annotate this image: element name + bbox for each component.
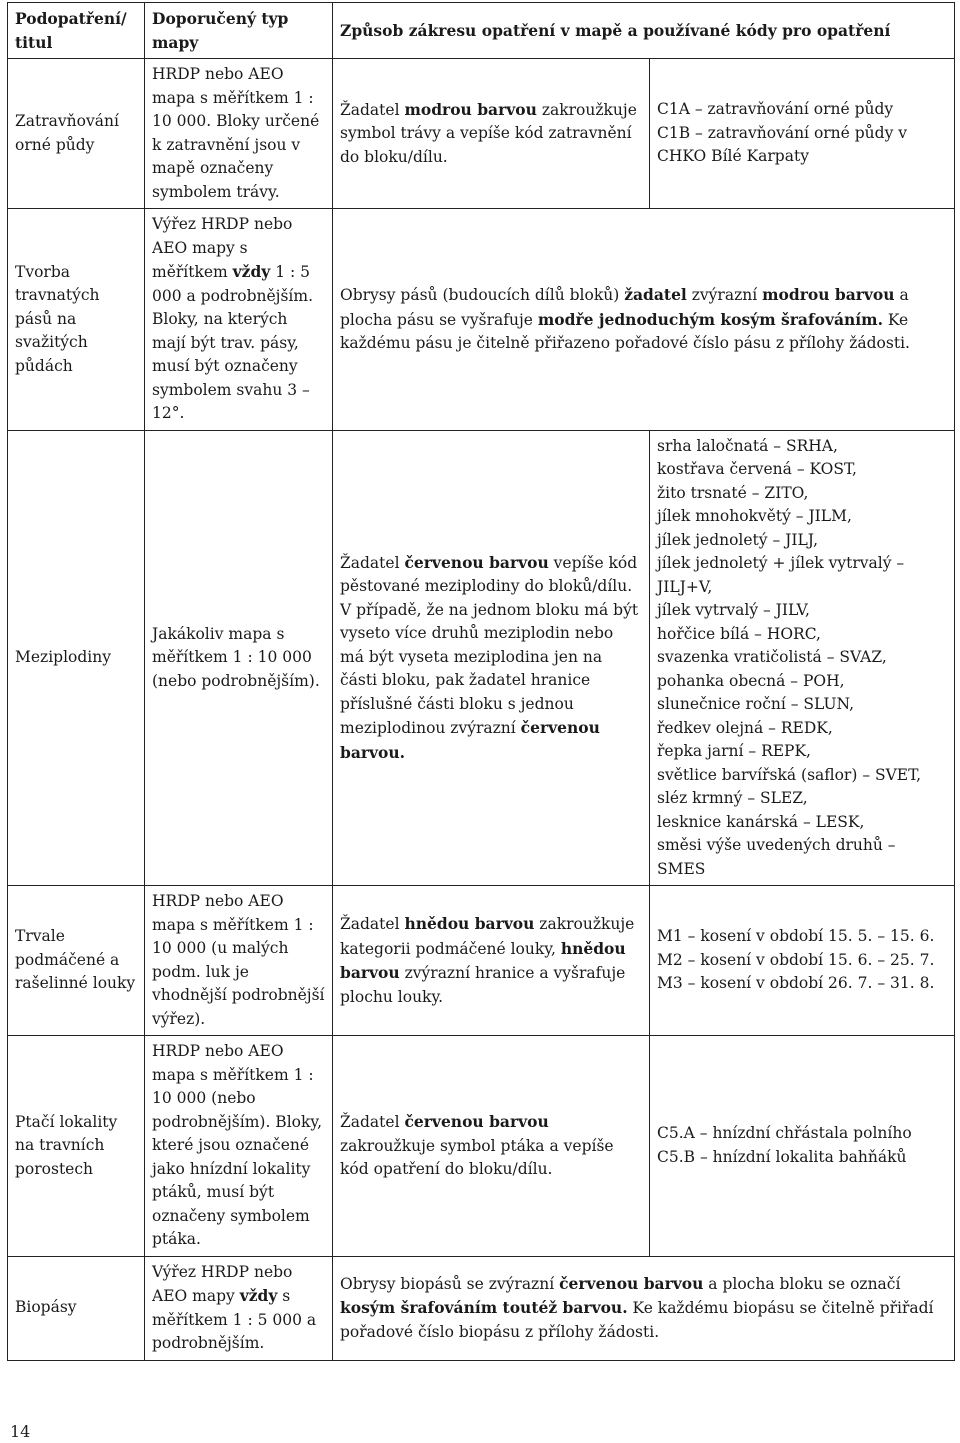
emphasis-text: červenou barvou. — [340, 718, 600, 762]
row-title: Tvorba travnatých pásů na svažitých půdách — [8, 209, 145, 431]
text-run: Výřez HRDP nebo AEO mapy s měřítkem — [152, 215, 293, 281]
text-run: s měřítkem 1 : 5 000 a podrobnějším. — [152, 1287, 317, 1352]
emphasis-text: červenou barvou — [404, 1112, 549, 1131]
row-description — [333, 1036, 650, 1257]
header-row — [8, 3, 955, 59]
row-codes: M1 – kosení v období 15. 5. – 15. 6. M2 – kosení v období 15. 6. – 25. 7. M3 – kosení v období 26. 7. – 31. 8. — [650, 886, 955, 1036]
text-run: Ke každému pásu je čitelně přiřazeno pořadové číslo pásu z přílohy žádosti. — [340, 310, 910, 352]
row-title: Trvale podmáčené a rašelinné louky — [8, 886, 145, 1036]
text-run: zvýrazní hranice a vyšrafuje plochu louky. — [340, 964, 626, 1006]
row-title: Meziplodiny — [8, 430, 145, 886]
text-run: zakroužkuje symbol trávy a vepíše kód zatravnění do bloku/dílu. — [340, 100, 637, 166]
emphasis-text: žadatel — [624, 285, 687, 304]
row-description — [333, 209, 955, 431]
row-codes: C1A – zatravňování orné půdy C1B – zatravňování orné půdy v CHKO Bílé Karpaty — [650, 59, 955, 209]
row-description — [333, 1256, 955, 1360]
text-run: a plocha pásu se vyšrafuje — [340, 286, 909, 329]
text-run: zvýrazní — [686, 286, 763, 304]
row-map-type: Jakákoliv mapa s měřítkem 1 : 10 000 (nebo podrobnějším). — [145, 430, 333, 886]
row-map-type — [145, 209, 333, 431]
text-run: Žadatel — [340, 915, 405, 933]
text-run: Žadatel — [340, 100, 405, 119]
text-run: vepíše kód pěstované meziplodiny do bloků/dílu. V případě, že na jednom bloku má být vyseto více druhů meziplodin nebo má být vyseta meziplodina jen na části bloku, pak žadatel hranice příslušné části bloku s jednou meziplodinou zvýrazní — [340, 553, 639, 737]
emphasis-text: vždy — [232, 262, 271, 281]
text-run: Obrysy pásů (budoucích dílů bloků) — [340, 286, 625, 304]
emphasis-text: vždy — [239, 1286, 278, 1305]
row-title: Biopásy — [8, 1256, 145, 1360]
text-run: 1 : 5 000 a podrobnějším. Bloky, na kterých mají být trav. pásy, musí být označeny symbolem svahu 3 – 12°. — [152, 263, 314, 422]
emphasis-text: hnědou barvou — [404, 914, 535, 933]
text-run: Ke každému biopásu se čitelně přiřadí pořadové číslo biopásu z přílohy žádosti. — [340, 1299, 934, 1341]
text-run: Žadatel — [340, 1113, 405, 1131]
text-run: zakroužkuje symbol ptáka a vepíše kód opatření do bloku/dílu. — [340, 1136, 614, 1178]
row-map-type — [145, 1256, 333, 1360]
header-col-title: Podopatření/ titul — [8, 3, 145, 59]
row-description — [333, 59, 650, 209]
row-codes: srha laločnatá – SRHA, kostřava červená – KOST, žito trsnaté – ZITO, jílek mnohokvětý – JILM, jílek jednoletý – JILJ, jílek jednoletý + jílek vytrvalý – JILJ+V, jílek vytrvalý – JILV, hořčice bílá – HORC, svazenka vratičolistá – SVAZ, pohanka obecná – POH, slunečnice roční – SLUN, ředkev olejná – REDK, řepka jarní – REPK, světlice barvířská (saflor) – SVET, sléz krmný – SLEZ, lesknice kanárská – LESK, směsi výše uvedených druhů – SMES — [650, 430, 955, 886]
page-number: 14 — [10, 1422, 31, 1441]
table-row — [8, 1256, 955, 1360]
row-map-type: HRDP nebo AEO mapa s měřítkem 1 : 10 000 (u malých podm. luk je vhodnější podrobnější výřez). — [145, 886, 333, 1036]
emphasis-text: modře jednoduchým kosým šrafováním. — [537, 309, 883, 329]
row-title: Zatravňování orné půdy — [8, 59, 145, 209]
measures-table — [7, 2, 955, 1361]
row-codes: C5.A – hnízdní chřástala polního C5.B – hnízdní lokalita bahňáků — [650, 1036, 955, 1257]
table-row — [8, 430, 955, 886]
row-description — [333, 430, 650, 886]
text-run: Výřez HRDP nebo AEO mapy — [152, 1262, 293, 1305]
row-map-type: HRDP nebo AEO mapa s měřítkem 1 : 10 000. Bloky určené k zatravnění jsou v mapě označeny symbolem trávy. — [145, 59, 333, 209]
header-col-method: Způsob zákresu opatření v mapě a používané kódy pro opatření — [333, 3, 955, 59]
row-description — [333, 886, 650, 1036]
header-col-map: Doporučený typ mapy — [145, 3, 333, 59]
emphasis-text: červenou barvou — [404, 552, 549, 572]
table-row — [8, 886, 955, 1036]
table-row — [8, 59, 955, 209]
emphasis-text: červenou barvou — [559, 1273, 704, 1293]
emphasis-text: kosým šrafováním toutéž barvou. — [340, 1298, 628, 1318]
text-run: zakroužkuje kategorii podmáčené louky, — [340, 915, 635, 958]
row-title: Ptačí lokality na travních porostech — [8, 1036, 145, 1257]
emphasis-text: modrou barvou — [762, 285, 895, 304]
text-run: a plocha bloku se označí — [703, 1274, 901, 1293]
emphasis-text: modrou barvou — [404, 99, 537, 119]
text-run: Obrysy biopásů se zvýrazní — [340, 1274, 560, 1293]
emphasis-text: hnědou barvou — [340, 938, 626, 982]
table-row — [8, 1036, 955, 1257]
table-row — [8, 209, 955, 431]
text-run: Žadatel — [340, 553, 405, 572]
row-map-type: HRDP nebo AEO mapa s měřítkem 1 : 10 000 (nebo podrobnějším). Bloky, které jsou označené jako hnízdní lokality ptáků, musí být označeny symbolem ptáka. — [145, 1036, 333, 1257]
